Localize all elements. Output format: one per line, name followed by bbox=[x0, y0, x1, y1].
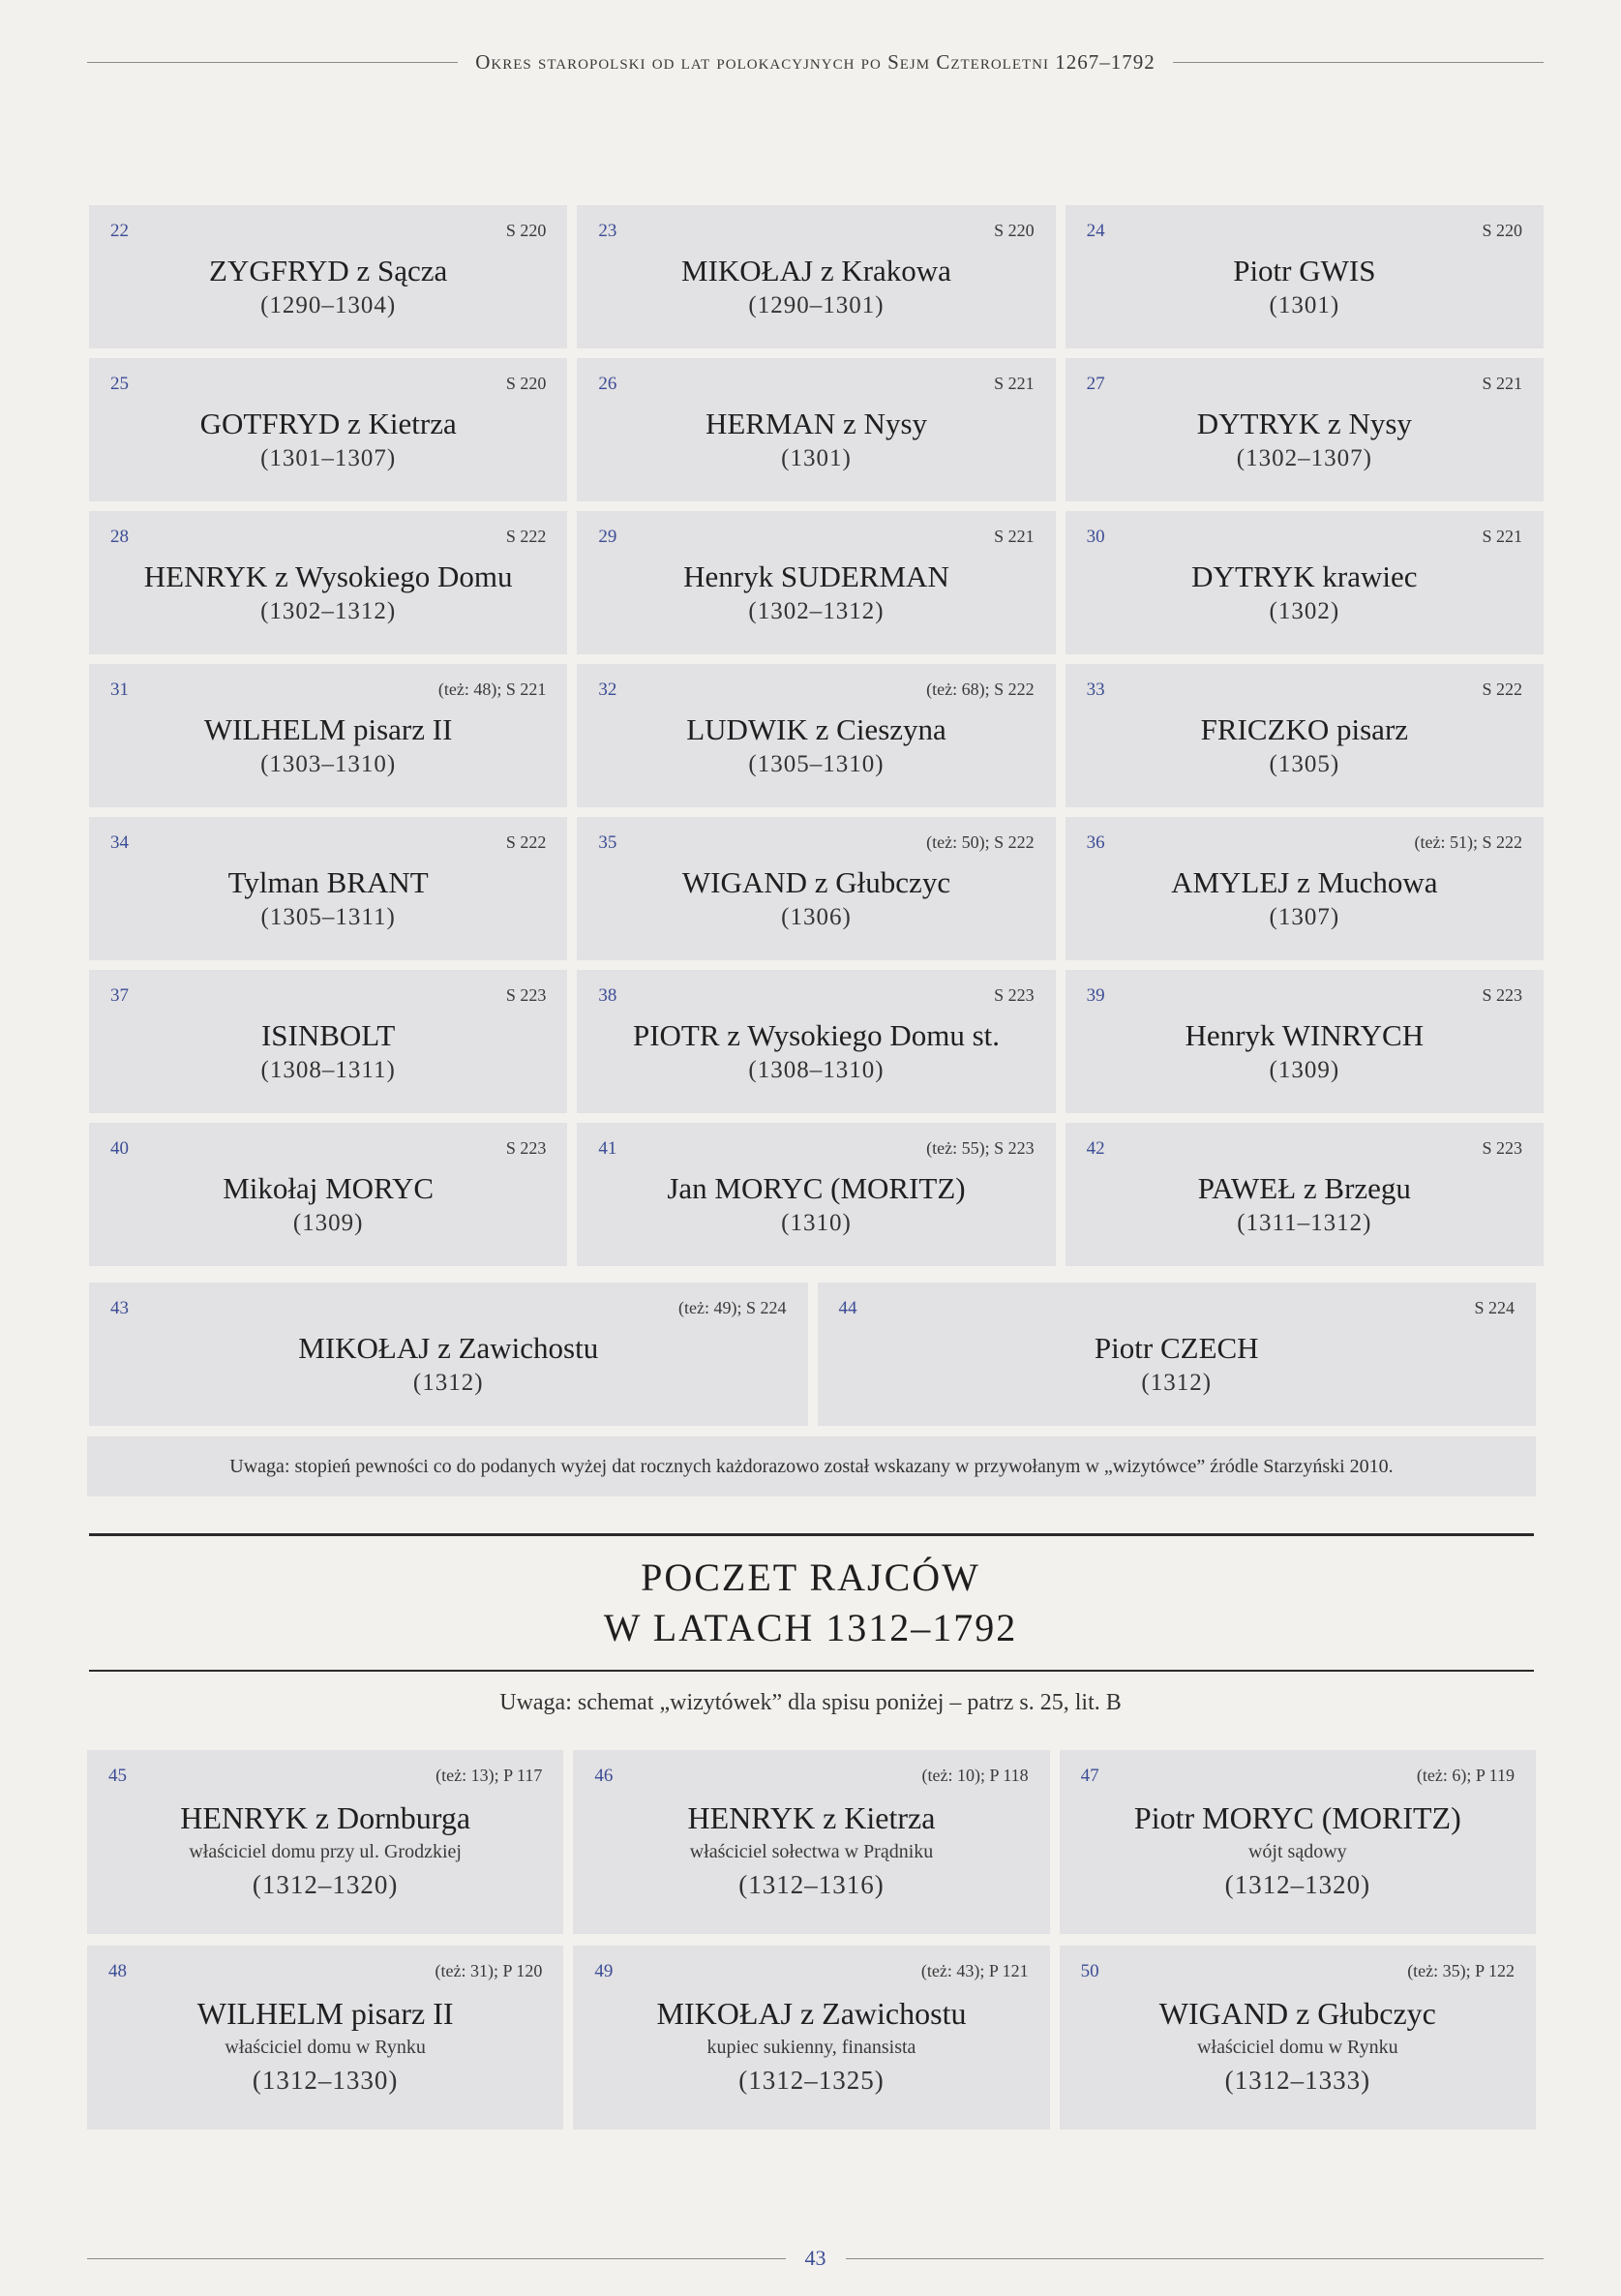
section-title-line1: POCZET RAJCÓW bbox=[641, 1556, 980, 1599]
tenure-dates: (1301–1307) bbox=[260, 445, 397, 471]
source-reference: S 221 bbox=[1482, 527, 1522, 546]
tenure-dates: (1305–1310) bbox=[748, 751, 885, 777]
person-name: ZYGFRYD z Sącza bbox=[209, 254, 448, 287]
entry-number: 33 bbox=[1086, 680, 1105, 700]
source-reference: S 223 bbox=[1482, 985, 1522, 1005]
official-card bbox=[577, 511, 1055, 654]
official-card bbox=[818, 1283, 1537, 1426]
person-name: WILHELM pisarz II bbox=[203, 712, 453, 746]
person-role: właściciel domu w Rynku bbox=[225, 2037, 426, 2058]
person-name: DYTRYK z Nysy bbox=[1196, 407, 1412, 440]
entry-number: 31 bbox=[110, 680, 129, 700]
person-name: Piotr MORYC (MORITZ) bbox=[1133, 1800, 1461, 1835]
source-reference: S 221 bbox=[994, 374, 1035, 393]
entry-number: 26 bbox=[598, 374, 617, 394]
source-reference: S 223 bbox=[1482, 1138, 1522, 1158]
tenure-dates: (1302) bbox=[1269, 598, 1340, 624]
official-card bbox=[89, 664, 567, 807]
person-name: PIOTR z Wysokiego Domu st. bbox=[632, 1018, 1000, 1052]
tenure-dates: (1302–1307) bbox=[1236, 445, 1372, 471]
footer-rule-left bbox=[87, 2258, 786, 2259]
entry-number: 23 bbox=[598, 221, 617, 241]
person-name: GOTFRYD z Kietrza bbox=[199, 407, 457, 440]
person-name: MIKOŁAJ z Krakowa bbox=[681, 254, 951, 287]
tenure-dates: (1305) bbox=[1269, 751, 1340, 777]
official-card bbox=[577, 664, 1055, 807]
source-reference: S 223 bbox=[994, 985, 1035, 1005]
official-card bbox=[89, 358, 567, 501]
tenure-dates: (1307) bbox=[1269, 904, 1340, 930]
tenure-dates: (1309) bbox=[292, 1210, 364, 1236]
tenure-dates: (1310) bbox=[781, 1210, 852, 1236]
source-reference: S 220 bbox=[505, 374, 547, 393]
official-card bbox=[1066, 817, 1544, 960]
page-footer bbox=[87, 2246, 1544, 2271]
tenure-dates: (1312) bbox=[412, 1370, 484, 1396]
entry-number: 39 bbox=[1086, 985, 1105, 1006]
tenure-dates: (1301) bbox=[781, 445, 852, 471]
official-card bbox=[89, 1283, 808, 1426]
source-reference: (też: 68); S 222 bbox=[926, 680, 1035, 699]
entry-number: 45 bbox=[108, 1766, 127, 1786]
councillor-card bbox=[1060, 1750, 1536, 1934]
source-reference: (też: 55); S 223 bbox=[926, 1138, 1035, 1158]
source-reference: S 220 bbox=[994, 221, 1035, 240]
source-reference: (też: 13); P 117 bbox=[435, 1766, 543, 1785]
entry-number: 24 bbox=[1086, 221, 1105, 241]
tenure-dates: (1302–1312) bbox=[748, 598, 885, 624]
councillor-card bbox=[87, 1946, 563, 2130]
person-name: Piotr CZECH bbox=[1094, 1331, 1259, 1365]
person-role: kupiec sukienny, finansista bbox=[706, 2037, 916, 2058]
source-reference: (też: 43); P 121 bbox=[920, 1961, 1029, 1980]
tenure-dates: (1308–1310) bbox=[748, 1057, 885, 1083]
councillor-card bbox=[573, 1750, 1049, 1934]
entry-number: 46 bbox=[594, 1766, 614, 1786]
header-rule-right bbox=[1173, 62, 1544, 63]
source-reference: S 220 bbox=[505, 221, 547, 240]
section-rule-bottom bbox=[89, 1670, 1534, 1672]
tenure-dates: (1312–1316) bbox=[738, 1870, 885, 1899]
tenure-dates: (1312–1333) bbox=[1224, 2066, 1371, 2095]
person-name: PAWEŁ z Brzegu bbox=[1197, 1171, 1411, 1205]
person-name: Tylman BRANT bbox=[227, 865, 429, 899]
entry-number: 38 bbox=[598, 985, 617, 1006]
official-card bbox=[89, 1123, 567, 1266]
page-number: 43 bbox=[804, 2246, 826, 2270]
entry-number: 28 bbox=[110, 527, 129, 547]
source-reference: (też: 49); S 224 bbox=[678, 1298, 787, 1317]
entry-number: 49 bbox=[594, 1961, 614, 1981]
person-name: Piotr GWIS bbox=[1233, 254, 1376, 287]
person-name: LUDWIK z Cieszyna bbox=[686, 712, 946, 746]
section-rule-top bbox=[89, 1533, 1534, 1536]
officials-grid-a bbox=[89, 205, 1544, 1266]
official-card bbox=[577, 970, 1055, 1113]
person-role: wójt sądowy bbox=[1247, 1841, 1347, 1862]
councillor-card bbox=[87, 1750, 563, 1934]
entry-number: 48 bbox=[108, 1961, 127, 1981]
source-reference: (też: 31); P 120 bbox=[435, 1961, 543, 1980]
tenure-dates: (1302–1312) bbox=[260, 598, 397, 624]
person-name: MIKOŁAJ z Zawichostu bbox=[298, 1331, 599, 1365]
entry-number: 44 bbox=[838, 1298, 857, 1318]
councillor-card bbox=[573, 1946, 1049, 2130]
source-reference: (też: 6); P 119 bbox=[1416, 1766, 1515, 1785]
official-card bbox=[89, 205, 567, 348]
scheme-note: Uwaga: schemat „wizytówek” dla spisu poniżej – patrz s. 25, lit. B bbox=[499, 1690, 1122, 1715]
tenure-dates: (1290–1304) bbox=[260, 292, 397, 318]
person-name: WIGAND z Głubczyc bbox=[1158, 1996, 1436, 2031]
official-card bbox=[89, 817, 567, 960]
person-name: Jan MORYC (MORITZ) bbox=[667, 1171, 966, 1205]
source-reference: S 221 bbox=[994, 527, 1035, 546]
entry-number: 30 bbox=[1086, 527, 1105, 547]
entry-number: 50 bbox=[1080, 1961, 1099, 1981]
person-name: WILHELM pisarz II bbox=[196, 1996, 454, 2031]
person-name: WIGAND z Głubczyc bbox=[681, 865, 951, 899]
source-reference: S 224 bbox=[1474, 1298, 1515, 1317]
source-reference: (też: 51); S 222 bbox=[1414, 832, 1522, 852]
entry-number: 43 bbox=[110, 1298, 129, 1318]
running-header bbox=[87, 50, 1544, 75]
officials-grid-b bbox=[89, 1283, 1536, 1426]
official-card bbox=[577, 817, 1055, 960]
tenure-dates: (1308–1311) bbox=[260, 1057, 396, 1083]
source-reference: S 223 bbox=[505, 985, 547, 1005]
entry-number: 29 bbox=[598, 527, 617, 547]
person-name: Henryk WINRYCH bbox=[1185, 1018, 1425, 1052]
entry-number: 27 bbox=[1086, 374, 1105, 394]
source-reference: (też: 35); P 122 bbox=[1407, 1961, 1515, 1980]
person-name: HENRYK z Kietrza bbox=[687, 1800, 936, 1835]
person-name: FRICZKO pisarz bbox=[1200, 712, 1409, 746]
section-title-line2: W LATACH 1312–1792 bbox=[603, 1606, 1018, 1649]
tenure-dates: (1301) bbox=[1269, 292, 1340, 318]
person-name: ISINBOLT bbox=[260, 1018, 396, 1052]
entry-number: 42 bbox=[1086, 1138, 1105, 1159]
source-reference: S 223 bbox=[505, 1138, 547, 1158]
tenure-dates: (1305–1311) bbox=[260, 904, 396, 930]
entry-number: 36 bbox=[1086, 832, 1105, 853]
person-name: DYTRYK krawiec bbox=[1191, 559, 1418, 593]
header-rule-left bbox=[87, 62, 458, 63]
person-name: HERMAN z Nysy bbox=[705, 407, 928, 440]
entry-number: 32 bbox=[598, 680, 617, 700]
entry-number: 22 bbox=[110, 221, 129, 241]
source-reference: S 222 bbox=[505, 832, 547, 852]
source-reference: (też: 48); S 221 bbox=[437, 680, 547, 699]
councillor-card bbox=[1060, 1946, 1536, 2130]
official-card bbox=[577, 358, 1055, 501]
source-reference: (też: 10); P 118 bbox=[921, 1766, 1029, 1785]
official-card bbox=[89, 511, 567, 654]
footer-rule-right bbox=[846, 2258, 1545, 2259]
tenure-dates: (1309) bbox=[1269, 1057, 1340, 1083]
person-name: AMYLEJ z Muchowa bbox=[1171, 865, 1438, 899]
official-card bbox=[89, 970, 567, 1113]
tenure-dates: (1312–1320) bbox=[252, 1870, 399, 1899]
person-name: Mikołaj MORYC bbox=[223, 1171, 435, 1205]
dates-certainty-note: Uwaga: stopień pewności co do podanych wyżej dat rocznych każdorazowo został wskazany w przywołanym w „wizytówce” źródle Starzyński 2010. bbox=[87, 1436, 1536, 1496]
person-role: właściciel sołectwa w Prądniku bbox=[689, 1841, 934, 1862]
tenure-dates: (1312) bbox=[1141, 1370, 1213, 1396]
official-card bbox=[1066, 664, 1544, 807]
source-reference: S 220 bbox=[1482, 221, 1522, 240]
source-reference: S 222 bbox=[1482, 680, 1522, 699]
tenure-dates: (1312–1330) bbox=[252, 2066, 399, 2095]
entry-number: 25 bbox=[110, 374, 129, 394]
entry-number: 47 bbox=[1080, 1766, 1099, 1786]
official-card bbox=[1066, 511, 1544, 654]
official-card bbox=[1066, 358, 1544, 501]
person-name: HENRYK z Dornburga bbox=[180, 1800, 471, 1835]
person-role: właściciel domu w Rynku bbox=[1197, 2037, 1398, 2058]
tenure-dates: (1306) bbox=[781, 904, 852, 930]
tenure-dates: (1311–1312) bbox=[1237, 1210, 1372, 1236]
source-reference: S 222 bbox=[505, 527, 547, 546]
official-card bbox=[1066, 1123, 1544, 1266]
person-name: MIKOŁAJ z Zawichostu bbox=[656, 1996, 967, 2031]
entry-number: 34 bbox=[110, 832, 129, 853]
tenure-dates: (1290–1301) bbox=[748, 292, 885, 318]
person-name: HENRYK z Wysokiego Domu bbox=[143, 559, 513, 593]
person-name: Henryk SUDERMAN bbox=[683, 559, 949, 593]
running-title: Okres staropolski od lat polokacyjnych po Sejm Czteroletni 1267–1792 bbox=[475, 50, 1156, 74]
official-card bbox=[577, 205, 1055, 348]
entry-number: 40 bbox=[110, 1138, 129, 1159]
councillors-grid bbox=[87, 1750, 1536, 2130]
entry-number: 37 bbox=[110, 985, 129, 1006]
official-card bbox=[1066, 970, 1544, 1113]
source-reference: S 221 bbox=[1482, 374, 1522, 393]
source-reference: (też: 50); S 222 bbox=[926, 832, 1035, 852]
entry-number: 35 bbox=[598, 832, 617, 853]
tenure-dates: (1312–1325) bbox=[738, 2066, 885, 2095]
official-card bbox=[577, 1123, 1055, 1266]
tenure-dates: (1303–1310) bbox=[260, 751, 397, 777]
official-card bbox=[1066, 205, 1544, 348]
entry-number: 41 bbox=[598, 1138, 617, 1159]
tenure-dates: (1312–1320) bbox=[1224, 1870, 1371, 1899]
person-role: właściciel domu przy ul. Grodzkiej bbox=[189, 1841, 462, 1862]
